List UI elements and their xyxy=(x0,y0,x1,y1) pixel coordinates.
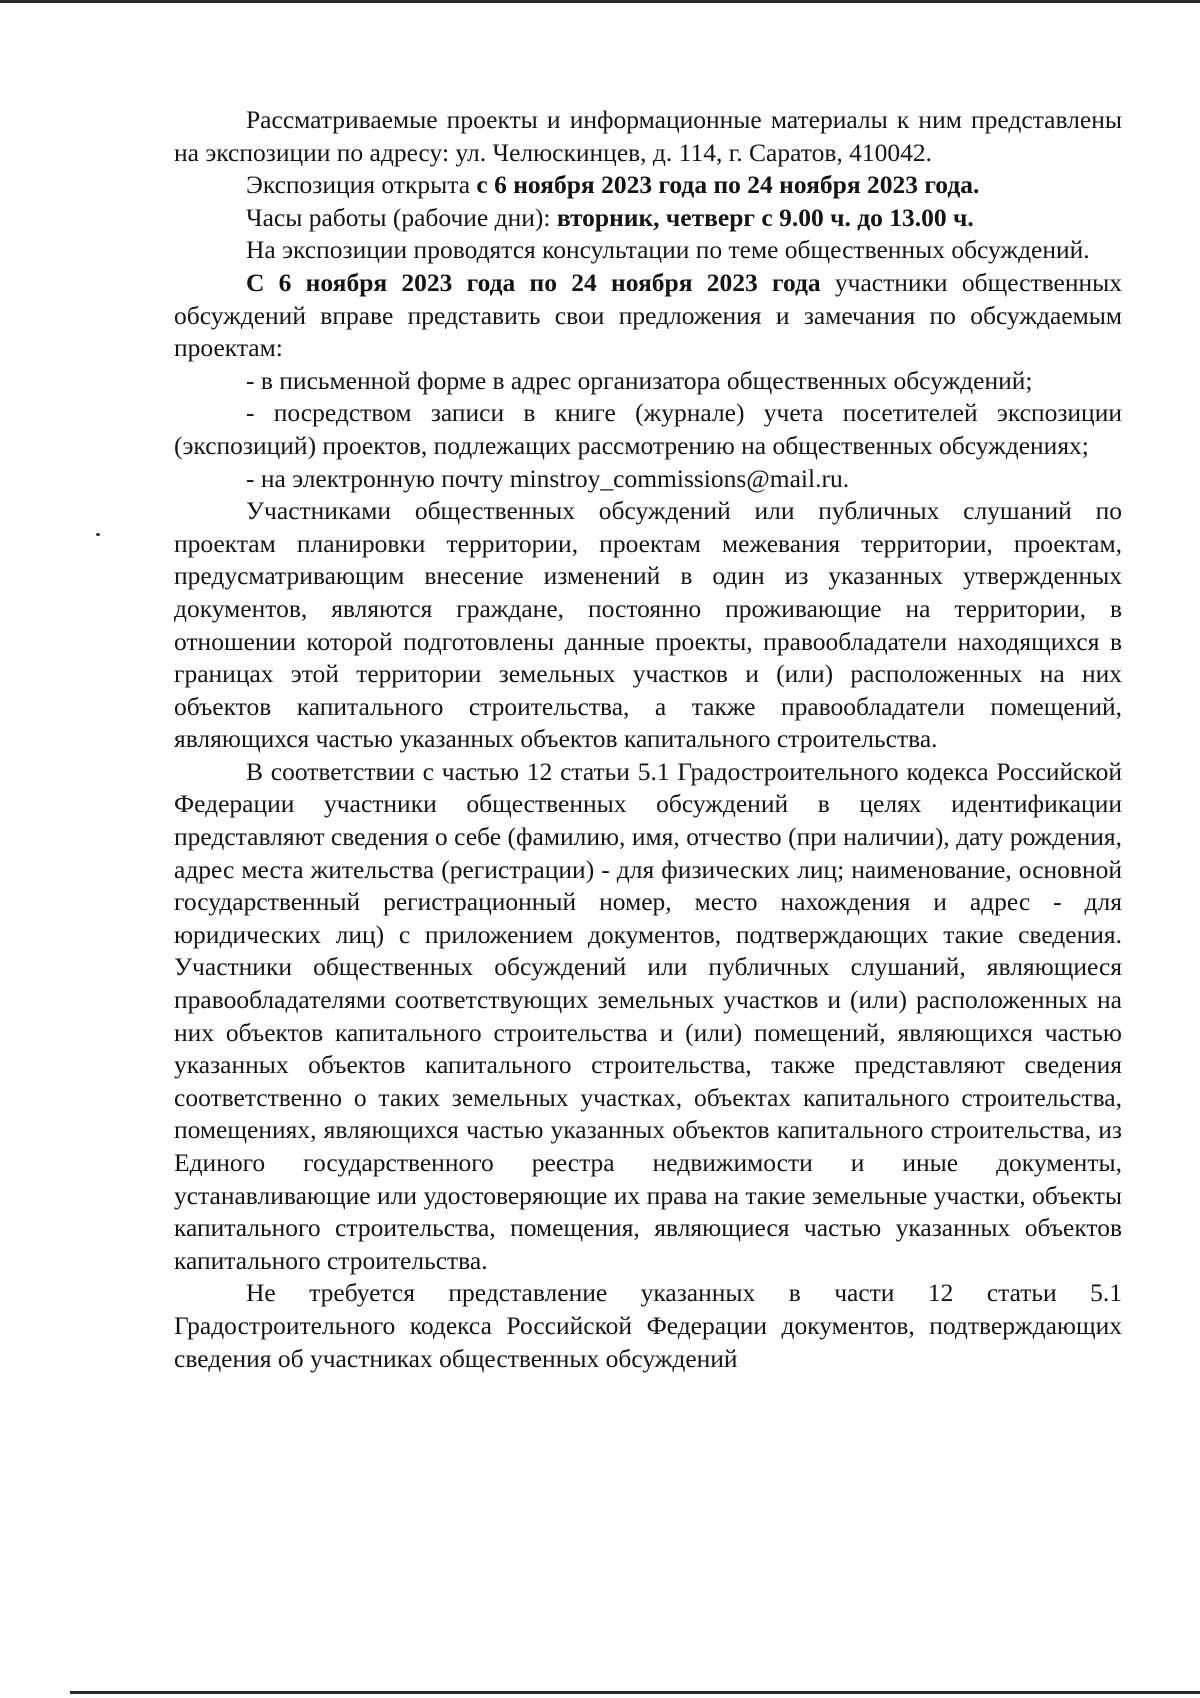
text-run: - в письменной форме в адрес организатора общественных обсуждений; xyxy=(246,365,1033,395)
text-run: Рассматриваемые проекты и информационные материалы к ним представлены на экспозиции по адресу: ул. Челюскинцев, д. 114, г. Саратов, 410042. xyxy=(174,105,1122,167)
scan-speck xyxy=(96,533,100,536)
text-run-bold: с 6 ноября 2023 года по 24 ноября 2023 года. xyxy=(476,170,980,200)
text-run: - на электронную почту minstroy_commissions@mail.ru. xyxy=(246,463,850,493)
text-run-bold: вторник, четверг с 9.00 ч. до 13.00 ч. xyxy=(556,202,974,232)
text-run: На экспозиции проводятся консультации по теме общественных обсуждений. xyxy=(246,235,1090,265)
text-run-bold: С 6 ноября 2023 года по 24 ноября 2023 года xyxy=(246,267,821,297)
paragraph-proposals-period xyxy=(174,267,1122,365)
text-run: Не требуется представление указанных в части 12 статьи 5.1 Градостроительного кодекса Российской Федерации документов, подтверждающих сведения об участниках общественных обсуждений xyxy=(174,1278,1122,1373)
paragraph-participants xyxy=(174,495,1122,756)
scan-top-edge xyxy=(0,0,1200,3)
document-body xyxy=(174,104,1122,1375)
paragraph-exposition-address xyxy=(174,104,1122,169)
text-run: - посредством записи в книге (журнале) учета посетителей экспозиции (экспозиций) проектов, подлежащих рассмотрению на общественных обсуждениях; xyxy=(174,398,1122,460)
text-run: Экспозиция открыта xyxy=(246,170,477,200)
text-run: участники общественных обсуждений вправе представить свои предложения и замечания по обсуждаемым проектам: xyxy=(174,267,1123,363)
paragraph-identification xyxy=(174,756,1122,1278)
list-item-visitor-book xyxy=(174,397,1122,462)
paragraph-exposition-dates xyxy=(174,169,1122,202)
text-run: Часы работы (рабочие дни): xyxy=(246,202,557,232)
text-run: Участниками общественных обсуждений или публичных слушаний по проектам планировки территории, проектам межевания территории, проектам, предусматривающим внесение изменений в один из указанных утвержденных документов, являются граждане, постоянно проживающие на территории, в отношении которой подготовлены данные проекты, правообладатели находящихся в границах этой территории земельных участков и (или) расположенных на них объектов капитального строительства, а также правообладатели помещений, являющихся частью указанных объектов капитального строительства. xyxy=(174,496,1122,754)
paragraph-not-required xyxy=(174,1277,1122,1375)
paragraph-consultations xyxy=(174,234,1122,267)
list-item-email xyxy=(174,463,1122,496)
text-run: В соответствии с частью 12 статьи 5.1 Градостроительного кодекса Российской Федерации участники общественных обсуждений в целях идентификации представляют сведения о себе (фамилию, имя, отчество (при наличии), дату рождения, адрес места жительства (регистрации) - для физических лиц; наименование, основной государственный регистрационный номер, место нахождения и адрес - для юридических лиц) с приложением документов, подтверждающих такие сведения. Участники общественных обсуждений или публичных слушаний, являющиеся правообладателями соответствующих земельных участков и (или) расположенных на них объектов капитального строительства и (или) помещений, являющихся частью указанных объектов капитального строительства, также представляют сведения соответственно о таких земельных участках, объектах капитального строительства, помещениях, являющихся частью указанных объектов капитального строительства, из Единого государственного реестра недвижимости и иные документы, устанавливающие или удостоверяющие их права на такие земельные участки, объекты капитального строительства, помещения, являющиеся частью указанных объектов капитального строительства. xyxy=(174,756,1122,1275)
list-item-written-form xyxy=(174,365,1122,398)
scan-bottom-edge xyxy=(70,1691,1200,1694)
paragraph-working-hours xyxy=(174,202,1122,235)
